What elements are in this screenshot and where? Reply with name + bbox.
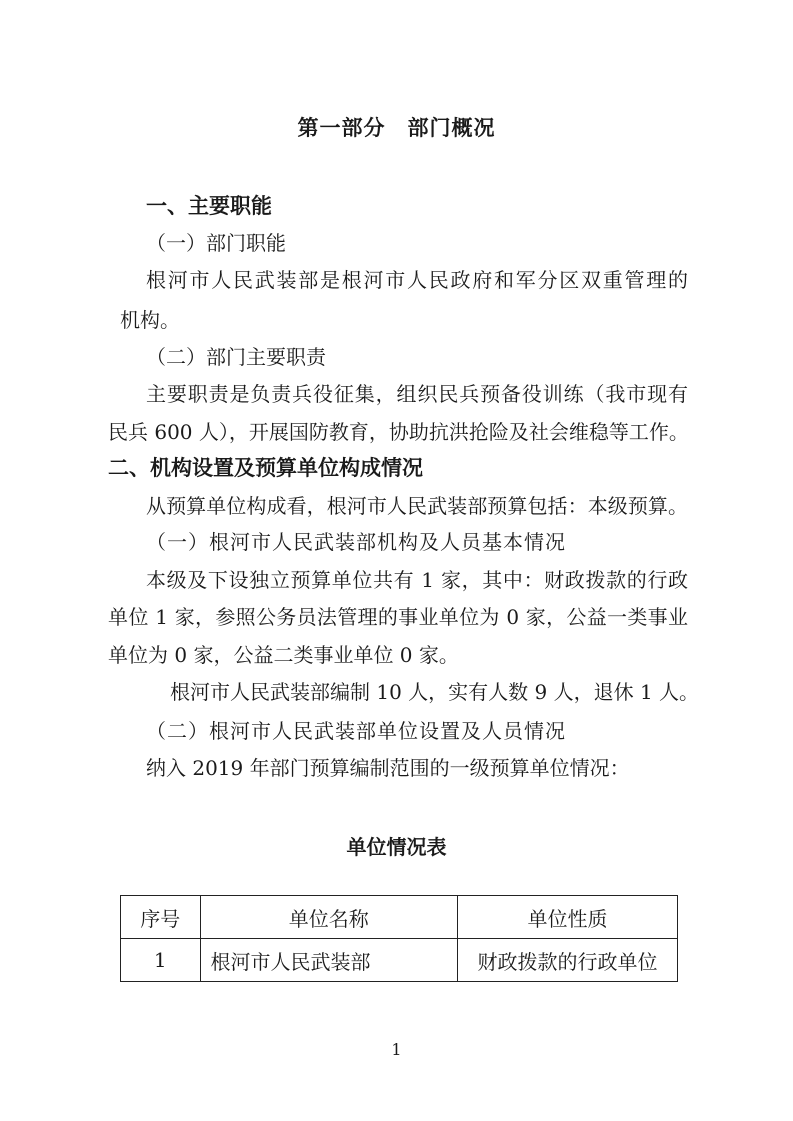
column-header: 单位名称 [200, 896, 457, 939]
paragraph-line: 单位 1 家，参照公务员法管理的事业单位为 0 家，公益一类事业 [108, 605, 688, 629]
column-header: 单位性质 [457, 896, 677, 939]
paragraph-line: 根河市人民武装部编制 10 人，实有人数 9 人，退休 1 人。 [170, 680, 700, 704]
paragraph-line: 根河市人民武装部是根河市人民政府和军分区双重管理的 [146, 268, 688, 292]
table-header-row [121, 896, 678, 939]
paragraph-line: 主要职责是负责兵役征集，组织民兵预备役训练（我市现有 [146, 382, 688, 406]
section-heading-structure: 二、机构设置及预算单位构成情况 [108, 455, 423, 480]
table-caption: 单位情况表 [346, 835, 447, 859]
subheading-unit-settings: （二）根河市人民武装部单位设置及人员情况 [146, 719, 566, 743]
section-heading-main-functions: 一、主要职能 [146, 193, 272, 218]
column-header: 序号 [121, 896, 201, 939]
unit-table [120, 895, 678, 982]
table-row [121, 939, 678, 982]
subheading-main-responsibilities: （二）部门主要职责 [146, 345, 326, 369]
table-cell: 1 [121, 939, 201, 982]
page-title: 第一部分 部门概况 [297, 115, 496, 140]
subheading-basic-info: （一）根河市人民武装部机构及人员基本情况 [146, 530, 566, 554]
paragraph-line: 纳入 2019 年部门预算编制范围的一级预算单位情况： [146, 756, 630, 780]
paragraph-line: 单位为 0 家，公益二类事业单位 0 家。 [108, 643, 459, 667]
table-cell: 根河市人民武装部 [200, 939, 457, 982]
paragraph-line: 机构。 [120, 308, 180, 332]
paragraph-line: 本级及下设独立预算单位共有 1 家，其中：财政拨款的行政 [146, 568, 688, 592]
page-number: 1 [391, 1040, 402, 1059]
paragraph-line: 从预算单位构成看，根河市人民武装部预算包括：本级预算。 [146, 494, 688, 518]
subheading-department-functions: （一）部门职能 [146, 231, 286, 255]
paragraph-line: 民兵 600 人），开展国防教育，协助抗洪抢险及社会维稳等工作。 [108, 420, 689, 444]
table-cell: 财政拨款的行政单位 [457, 939, 677, 982]
